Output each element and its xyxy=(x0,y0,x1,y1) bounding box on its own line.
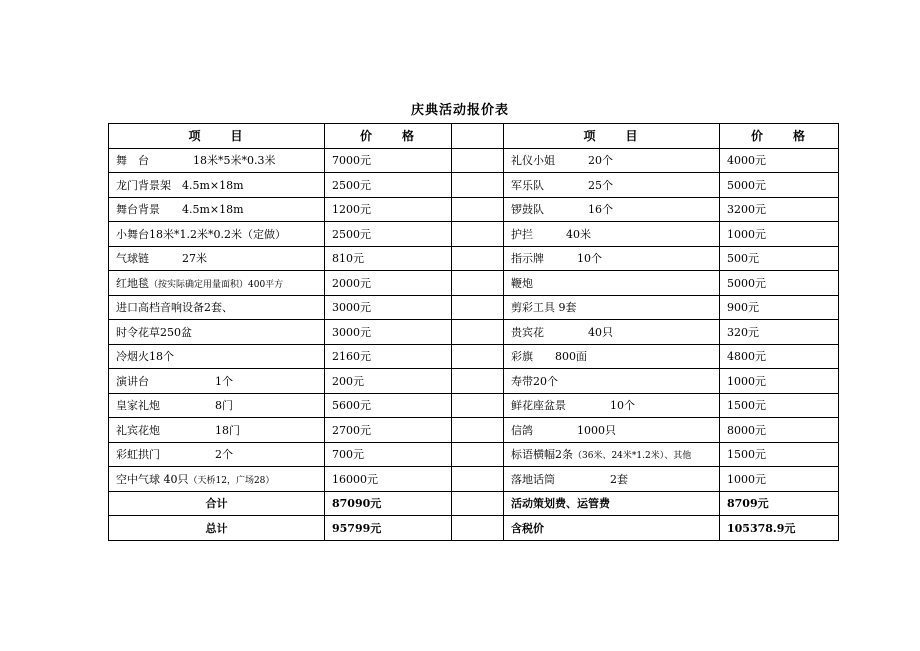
column-gap xyxy=(452,222,504,247)
left-item-text: 舞台背景 4.5m×18m xyxy=(116,203,244,217)
table-row xyxy=(109,418,839,443)
subtotal-row-left-value: 87090元 xyxy=(325,491,452,516)
column-gap xyxy=(452,271,504,296)
right-item-cell xyxy=(504,222,720,247)
left-price-cell: 810元 xyxy=(325,246,452,271)
left-item-text: 红地毯 xyxy=(116,276,149,290)
right-item-text: 鲜花座盆景 10个 xyxy=(511,399,635,413)
right-price-cell: 4800元 xyxy=(720,344,839,369)
table-row xyxy=(109,369,839,394)
right-price-cell: 320元 xyxy=(720,320,839,345)
left-price-cell: 2500元 xyxy=(325,173,452,198)
table-row xyxy=(109,393,839,418)
left-price-cell: 1200元 xyxy=(325,197,452,222)
table-row xyxy=(109,344,839,369)
subtotal-row-right-value: 8709元 xyxy=(720,491,839,516)
left-price-cell: 5600元 xyxy=(325,393,452,418)
right-item-text: 标语横幅2条 xyxy=(511,448,573,462)
right-item-text: 鞭炮 xyxy=(511,276,533,290)
table-row xyxy=(109,295,839,320)
left-item-header: 项 目 xyxy=(109,124,325,149)
column-gap xyxy=(452,467,504,492)
table-row xyxy=(109,197,839,222)
right-item-text: 护拦 40米 xyxy=(511,227,591,241)
column-gap xyxy=(452,344,504,369)
subtotal-row-right-label: 活动策划费、运管费 xyxy=(504,491,720,516)
left-item-text: 舞 台 18米*5米*0.3米 xyxy=(116,154,276,168)
left-price-cell: 16000元 xyxy=(325,467,452,492)
left-price-cell: 700元 xyxy=(325,442,452,467)
right-item-cell xyxy=(504,320,720,345)
left-item-text: 冷烟火18个 xyxy=(116,350,174,364)
right-item-text: 指示牌 10个 xyxy=(511,252,602,266)
right-item-text: 信鸽 1000只 xyxy=(511,423,616,437)
right-item-text: 落地话筒 2套 xyxy=(511,472,628,486)
right-item-cell xyxy=(504,271,720,296)
table-row xyxy=(109,271,839,296)
total-row xyxy=(109,516,839,541)
column-gap xyxy=(452,124,504,149)
column-gap xyxy=(452,173,504,198)
column-gap xyxy=(452,393,504,418)
left-item-note: （按实际确定用量面积）400平方 xyxy=(149,279,284,290)
left-item-text: 小舞台18米*1.2米*0.2米（定做） xyxy=(116,227,286,241)
column-gap xyxy=(452,369,504,394)
left-price-cell: 7000元 xyxy=(325,148,452,173)
right-item-text: 寿带20个 xyxy=(511,374,558,388)
right-price-cell: 3200元 xyxy=(720,197,839,222)
left-item-cell xyxy=(109,148,325,173)
right-item-cell xyxy=(504,442,720,467)
left-price-header: 价 格 xyxy=(325,124,452,149)
right-item-cell xyxy=(504,173,720,198)
left-item-text: 进口高档音响设备2套、 xyxy=(116,301,233,315)
right-item-cell xyxy=(504,295,720,320)
left-item-cell xyxy=(109,197,325,222)
column-gap xyxy=(452,491,504,516)
table-row xyxy=(109,148,839,173)
left-price-cell: 2160元 xyxy=(325,344,452,369)
right-price-cell: 500元 xyxy=(720,246,839,271)
table-row xyxy=(109,320,839,345)
header-row xyxy=(109,124,839,149)
right-item-cell xyxy=(504,344,720,369)
left-item-cell xyxy=(109,418,325,443)
table-row xyxy=(109,442,839,467)
left-item-cell xyxy=(109,222,325,247)
left-item-cell xyxy=(109,295,325,320)
right-price-cell: 1000元 xyxy=(720,369,839,394)
right-price-cell: 5000元 xyxy=(720,271,839,296)
left-price-cell: 200元 xyxy=(325,369,452,394)
right-price-cell: 1500元 xyxy=(720,442,839,467)
right-item-text: 锣鼓队 16个 xyxy=(511,203,613,217)
left-item-text: 气球链 27米 xyxy=(116,252,207,266)
right-item-cell xyxy=(504,246,720,271)
column-gap xyxy=(452,148,504,173)
left-item-cell xyxy=(109,173,325,198)
column-gap xyxy=(452,246,504,271)
quotation-table xyxy=(108,123,839,541)
left-item-text: 皇家礼炮 8门 xyxy=(116,399,233,413)
right-price-cell: 5000元 xyxy=(720,173,839,198)
left-item-cell xyxy=(109,320,325,345)
left-item-cell xyxy=(109,442,325,467)
left-item-note: （天桥12，广场28） xyxy=(188,475,275,486)
right-price-cell: 1000元 xyxy=(720,467,839,492)
total-row-left-value: 95799元 xyxy=(325,516,452,541)
column-gap xyxy=(452,516,504,541)
right-item-text: 彩旗 800面 xyxy=(511,350,587,364)
table-row xyxy=(109,173,839,198)
left-price-cell: 3000元 xyxy=(325,320,452,345)
right-price-cell: 1500元 xyxy=(720,393,839,418)
right-item-note: （36米、24米*1.2米）、其他 xyxy=(573,451,692,462)
left-item-cell xyxy=(109,369,325,394)
left-item-text: 礼宾花炮 18门 xyxy=(116,423,240,437)
table-row xyxy=(109,246,839,271)
right-price-cell: 1000元 xyxy=(720,222,839,247)
left-item-text: 龙门背景架 4.5m×18m xyxy=(116,178,244,192)
total-row-left-label: 总计 xyxy=(109,516,325,541)
right-item-cell xyxy=(504,148,720,173)
left-price-cell: 3000元 xyxy=(325,295,452,320)
right-item-cell xyxy=(504,467,720,492)
column-gap xyxy=(452,320,504,345)
left-item-text: 时令花草250盆 xyxy=(116,325,192,339)
table-row xyxy=(109,222,839,247)
column-gap xyxy=(452,442,504,467)
left-item-cell xyxy=(109,271,325,296)
right-price-cell: 8000元 xyxy=(720,418,839,443)
right-item-text: 军乐队 25个 xyxy=(511,178,613,192)
right-price-cell: 900元 xyxy=(720,295,839,320)
left-item-text: 彩虹拱门 2个 xyxy=(116,448,233,462)
table-row xyxy=(109,467,839,492)
right-item-text: 剪彩工具 9套 xyxy=(511,301,577,315)
right-item-cell xyxy=(504,369,720,394)
right-item-text: 贵宾花 40只 xyxy=(511,325,613,339)
left-price-cell: 2500元 xyxy=(325,222,452,247)
left-item-text: 演讲台 1个 xyxy=(116,374,233,388)
right-item-cell xyxy=(504,197,720,222)
right-item-cell xyxy=(504,393,720,418)
left-price-cell: 2700元 xyxy=(325,418,452,443)
right-price-header: 价 格 xyxy=(720,124,839,149)
total-row-right-label: 含税价 xyxy=(504,516,720,541)
document-title: 庆典活动报价表 xyxy=(410,103,509,118)
subtotal-row xyxy=(109,491,839,516)
column-gap xyxy=(452,418,504,443)
left-price-cell: 2000元 xyxy=(325,271,452,296)
left-item-cell xyxy=(109,344,325,369)
column-gap xyxy=(452,197,504,222)
right-price-cell: 4000元 xyxy=(720,148,839,173)
column-gap xyxy=(452,295,504,320)
left-item-cell xyxy=(109,246,325,271)
right-item-header: 项 目 xyxy=(504,124,720,149)
left-item-cell xyxy=(109,467,325,492)
right-item-text: 礼仪小姐 20个 xyxy=(511,154,613,168)
total-row-right-value: 105378.9元 xyxy=(720,516,839,541)
subtotal-row-left-label: 合计 xyxy=(109,491,325,516)
left-item-text: 空中气球 40只 xyxy=(116,472,189,486)
left-item-cell xyxy=(109,393,325,418)
right-item-cell xyxy=(504,418,720,443)
